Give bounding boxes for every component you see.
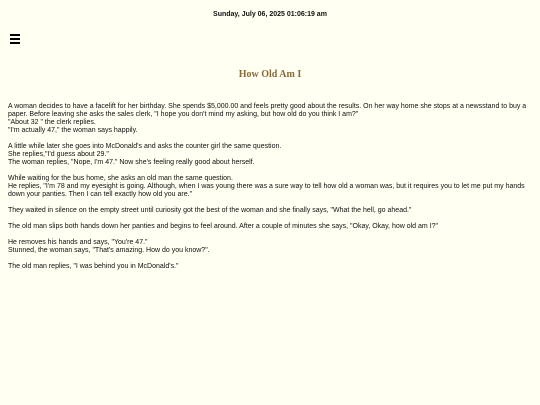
article-line: Stunned, the woman says, "That's amazing. How do you know?". [8, 247, 210, 254]
article-line: He replies, "I'm 78 and my eyesight is going. Although, when I was young there was a sure way to tell how old a woman was, but it requires you to let me put my hands down your panties. Then I can tell exactly how old you are." [8, 183, 525, 198]
article-line: The old man replies, "I was behind you in McDonald's." [8, 263, 179, 270]
article-line: The old man slips both hands down her panties and begins to feel around. After a couple of minutes she says, "Okay, Okay, how old am I?" [8, 223, 439, 230]
article-line: The woman replies, "Nope, I'm 47." Now she's feeling really good about herself. [8, 159, 255, 166]
article-line: A woman decides to have a facelift for her birthday. She spends $5,000.00 and feels pretty good about the results. On her way home she stops at a newsstand to buy a paper. Before leaving she asks the sales clerk, "I hope you don't mind my asking, but how old do you think I am?" [8, 103, 527, 118]
article-line: She replies,"I'd guess about 29." [8, 151, 109, 158]
article-line: "I'm actually 47," the woman says happily. [8, 127, 138, 134]
article-paragraph [8, 143, 536, 167]
menu-bar-1 [10, 34, 20, 36]
article-line: While waiting for the bus home, she asks an old man the same question. [8, 175, 233, 182]
menu-bar-2 [10, 38, 20, 40]
article-body [8, 103, 536, 279]
article-paragraph [8, 175, 536, 199]
article-line: A little while later she goes into McDonald's and asks the counter girl the same question. [8, 143, 282, 150]
article-line: "About 32 " the clerk replies. [8, 119, 96, 126]
article-paragraph [8, 263, 536, 271]
article-line: They waited in silence on the empty street until curiosity got the best of the woman and she finally says, "What the hell, go ahead." [8, 207, 412, 214]
article-title: How Old Am I [238, 69, 302, 80]
article-paragraph [8, 103, 536, 135]
menu-bar-3 [10, 42, 20, 44]
hamburger-menu-icon[interactable] [10, 34, 22, 46]
article-paragraph [8, 207, 536, 215]
article-line: He removes his hands and says, "You're 47." [8, 239, 148, 246]
article-paragraph [8, 223, 536, 231]
article-paragraph [8, 239, 536, 255]
datetime-display: Sunday, July 06, 2025 01:06:19 am [213, 11, 327, 18]
